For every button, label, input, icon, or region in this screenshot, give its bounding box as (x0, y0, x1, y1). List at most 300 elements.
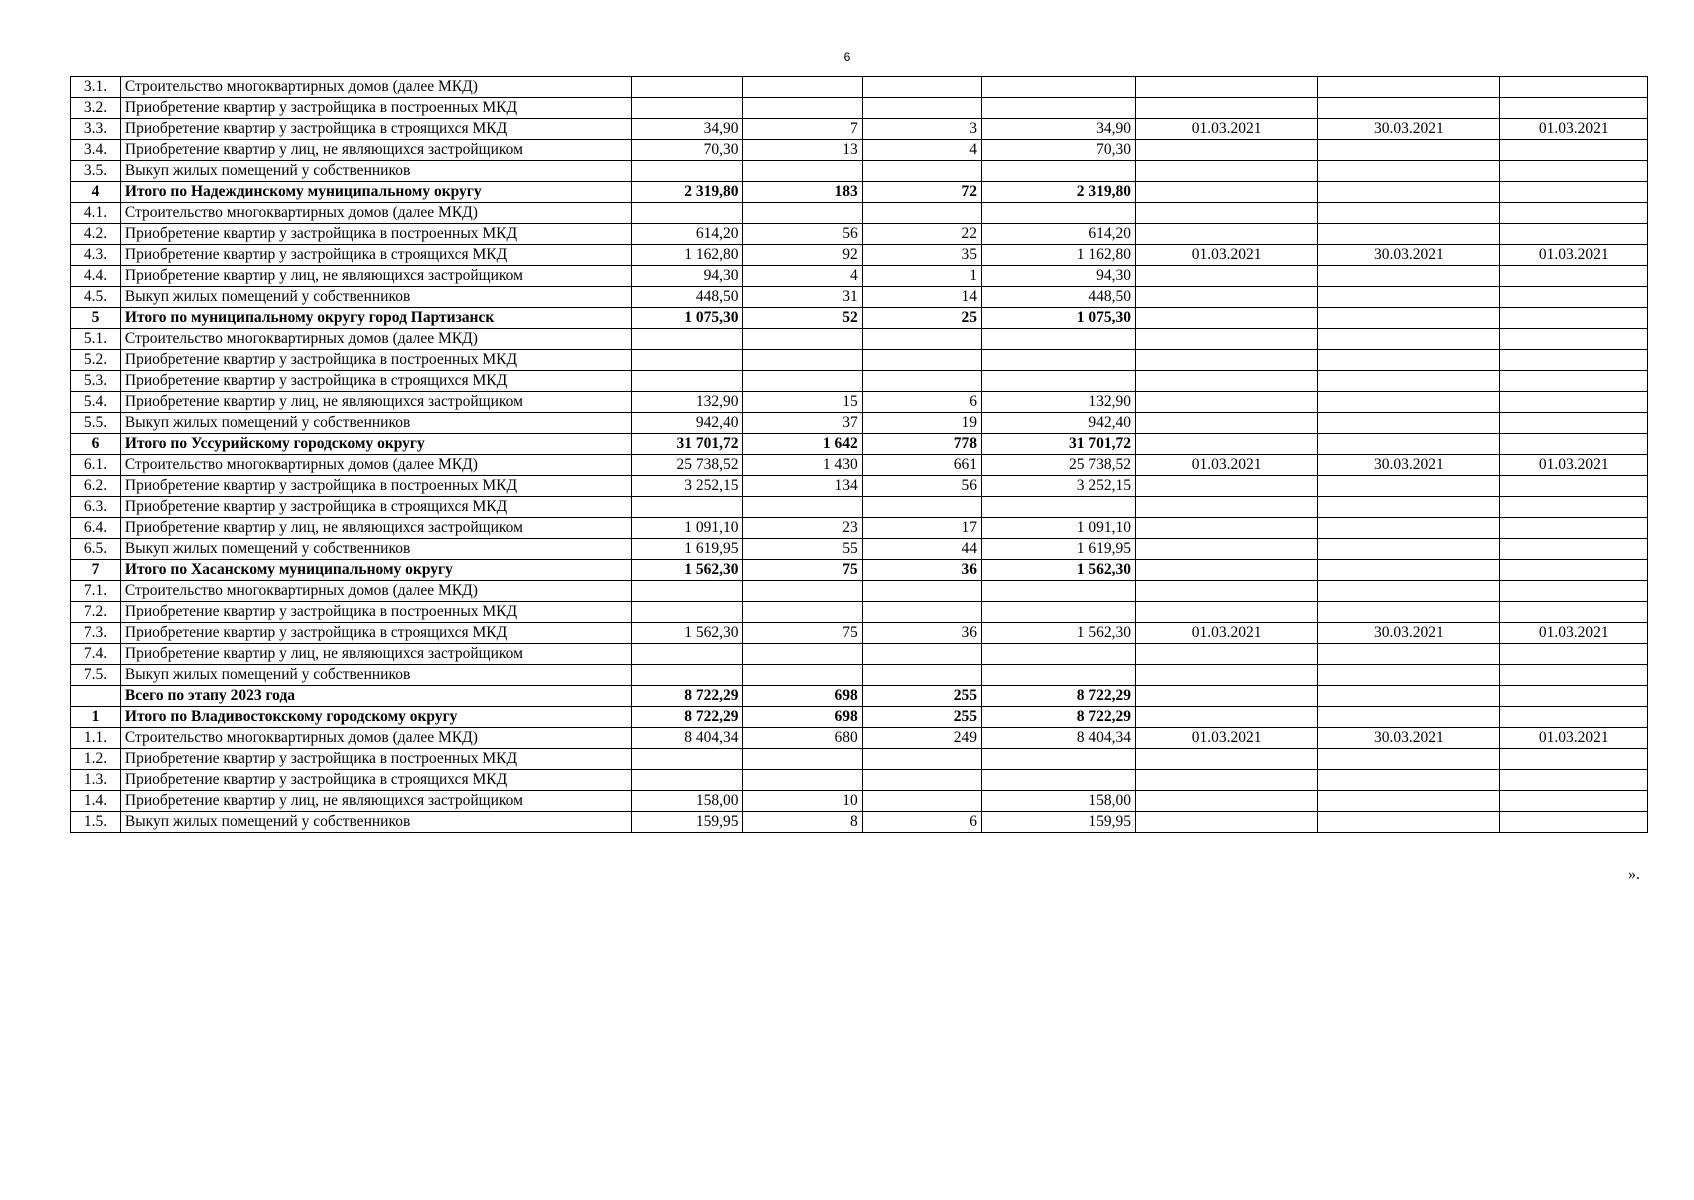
date-cell-2 (1318, 539, 1500, 560)
row-name-cell: Выкуп жилых помещений у собственников (120, 161, 631, 182)
date-cell-2 (1318, 182, 1500, 203)
row-name-cell: Приобретение квартир у лиц, не являющихся застройщиком (120, 518, 631, 539)
table-row (71, 245, 1648, 266)
date-cell-1 (1136, 308, 1318, 329)
table-row (71, 413, 1648, 434)
value-cell-4: 448,50 (982, 287, 1136, 308)
value-cell-4 (982, 770, 1136, 791)
value-cell-3 (862, 203, 981, 224)
value-cell-4: 1 562,30 (982, 560, 1136, 581)
table-row (71, 812, 1648, 833)
value-cell-1: 94,30 (631, 266, 743, 287)
date-cell-1 (1136, 392, 1318, 413)
value-cell-2: 13 (743, 140, 862, 161)
row-name-cell: Итого по Уссурийскому городскому округу (120, 434, 631, 455)
value-cell-4: 3 252,15 (982, 476, 1136, 497)
date-cell-1 (1136, 224, 1318, 245)
value-cell-4 (982, 665, 1136, 686)
value-cell-2: 698 (743, 707, 862, 728)
value-cell-4: 34,90 (982, 119, 1136, 140)
value-cell-2 (743, 665, 862, 686)
table-row (71, 581, 1648, 602)
date-cell-2 (1318, 350, 1500, 371)
row-name-cell: Строительство многоквартирных домов (далее МКД) (120, 728, 631, 749)
row-name-cell: Приобретение квартир у застройщика в построенных МКД (120, 476, 631, 497)
row-number-cell: 4.5. (71, 287, 121, 308)
value-cell-3 (862, 371, 981, 392)
value-cell-1 (631, 161, 743, 182)
row-number-cell: 1.4. (71, 791, 121, 812)
value-cell-4: 8 722,29 (982, 686, 1136, 707)
value-cell-3: 19 (862, 413, 981, 434)
row-name-cell: Выкуп жилых помещений у собственников (120, 413, 631, 434)
value-cell-4 (982, 749, 1136, 770)
value-cell-1: 31 701,72 (631, 434, 743, 455)
row-number-cell: 4.4. (71, 266, 121, 287)
date-cell-2: 30.03.2021 (1318, 245, 1500, 266)
date-cell-1: 01.03.2021 (1136, 728, 1318, 749)
value-cell-1 (631, 581, 743, 602)
row-number-cell: 1.3. (71, 770, 121, 791)
value-cell-3 (862, 791, 981, 812)
date-cell-3: 01.03.2021 (1500, 623, 1648, 644)
value-cell-2: 75 (743, 623, 862, 644)
value-cell-1 (631, 644, 743, 665)
row-name-cell: Приобретение квартир у застройщика в построенных МКД (120, 602, 631, 623)
value-cell-2: 56 (743, 224, 862, 245)
date-cell-2 (1318, 602, 1500, 623)
value-cell-3: 56 (862, 476, 981, 497)
date-cell-1 (1136, 770, 1318, 791)
value-cell-3 (862, 98, 981, 119)
date-cell-1: 01.03.2021 (1136, 623, 1318, 644)
table-row (71, 497, 1648, 518)
value-cell-1 (631, 329, 743, 350)
row-number-cell: 6.2. (71, 476, 121, 497)
value-cell-2: 7 (743, 119, 862, 140)
date-cell-1 (1136, 203, 1318, 224)
row-number-cell: 1 (71, 707, 121, 728)
date-cell-1 (1136, 266, 1318, 287)
table-row (71, 392, 1648, 413)
value-cell-4 (982, 644, 1136, 665)
value-cell-4 (982, 602, 1136, 623)
row-name-cell: Строительство многоквартирных домов (далее МКД) (120, 455, 631, 476)
row-number-cell: 6.4. (71, 518, 121, 539)
date-cell-3 (1500, 140, 1648, 161)
date-cell-3 (1500, 749, 1648, 770)
table-row (71, 770, 1648, 791)
date-cell-2 (1318, 77, 1500, 98)
date-cell-1 (1136, 140, 1318, 161)
value-cell-2 (743, 329, 862, 350)
row-number-cell: 1.2. (71, 749, 121, 770)
value-cell-2: 92 (743, 245, 862, 266)
row-number-cell: 5.2. (71, 350, 121, 371)
row-number-cell: 7.4. (71, 644, 121, 665)
table-row (71, 140, 1648, 161)
value-cell-3 (862, 77, 981, 98)
date-cell-1 (1136, 98, 1318, 119)
date-cell-1 (1136, 329, 1318, 350)
value-cell-1 (631, 203, 743, 224)
table-total-row (71, 707, 1648, 728)
value-cell-3 (862, 770, 981, 791)
value-cell-4: 1 562,30 (982, 623, 1136, 644)
table-row (71, 623, 1648, 644)
date-cell-1 (1136, 644, 1318, 665)
date-cell-3 (1500, 518, 1648, 539)
table-row (71, 644, 1648, 665)
date-cell-2 (1318, 791, 1500, 812)
date-cell-1: 01.03.2021 (1136, 455, 1318, 476)
value-cell-4: 1 162,80 (982, 245, 1136, 266)
row-number-cell: 3.2. (71, 98, 121, 119)
value-cell-1: 8 722,29 (631, 707, 743, 728)
date-cell-3 (1500, 371, 1648, 392)
value-cell-3: 44 (862, 539, 981, 560)
value-cell-3 (862, 644, 981, 665)
table-row (71, 455, 1648, 476)
date-cell-3 (1500, 770, 1648, 791)
date-cell-2 (1318, 329, 1500, 350)
value-cell-2: 37 (743, 413, 862, 434)
date-cell-2 (1318, 644, 1500, 665)
table-row (71, 350, 1648, 371)
date-cell-1 (1136, 791, 1318, 812)
row-number-cell: 7.5. (71, 665, 121, 686)
date-cell-3: 01.03.2021 (1500, 245, 1648, 266)
row-number-cell: 3.3. (71, 119, 121, 140)
date-cell-2 (1318, 812, 1500, 833)
value-cell-2 (743, 350, 862, 371)
table-total-row (71, 686, 1648, 707)
date-cell-1 (1136, 161, 1318, 182)
date-cell-2: 30.03.2021 (1318, 728, 1500, 749)
date-cell-2 (1318, 287, 1500, 308)
row-number-cell: 5.1. (71, 329, 121, 350)
date-cell-1 (1136, 371, 1318, 392)
date-cell-3 (1500, 224, 1648, 245)
row-name-cell: Приобретение квартир у застройщика в построенных МКД (120, 749, 631, 770)
table-row (71, 266, 1648, 287)
date-cell-3 (1500, 560, 1648, 581)
date-cell-3 (1500, 287, 1648, 308)
value-cell-1: 2 319,80 (631, 182, 743, 203)
value-cell-1: 158,00 (631, 791, 743, 812)
table-row (71, 77, 1648, 98)
value-cell-4: 8 404,34 (982, 728, 1136, 749)
date-cell-2 (1318, 497, 1500, 518)
row-number-cell: 4.3. (71, 245, 121, 266)
row-number-cell: 1.5. (71, 812, 121, 833)
program-table (70, 76, 1648, 833)
value-cell-2: 134 (743, 476, 862, 497)
row-number-cell: 7.3. (71, 623, 121, 644)
date-cell-2 (1318, 224, 1500, 245)
value-cell-4 (982, 203, 1136, 224)
table-row (71, 224, 1648, 245)
date-cell-2 (1318, 203, 1500, 224)
value-cell-2: 680 (743, 728, 862, 749)
value-cell-1: 1 562,30 (631, 623, 743, 644)
row-number-cell: 5.4. (71, 392, 121, 413)
date-cell-1 (1136, 665, 1318, 686)
value-cell-3 (862, 161, 981, 182)
value-cell-3: 36 (862, 560, 981, 581)
value-cell-2: 4 (743, 266, 862, 287)
value-cell-4: 614,20 (982, 224, 1136, 245)
value-cell-2: 8 (743, 812, 862, 833)
date-cell-1 (1136, 539, 1318, 560)
value-cell-3: 661 (862, 455, 981, 476)
row-number-cell: 7.2. (71, 602, 121, 623)
date-cell-2 (1318, 749, 1500, 770)
value-cell-3: 72 (862, 182, 981, 203)
date-cell-1 (1136, 77, 1318, 98)
date-cell-1 (1136, 413, 1318, 434)
value-cell-2 (743, 98, 862, 119)
row-name-cell: Приобретение квартир у застройщика в строящихся МКД (120, 371, 631, 392)
row-name-cell: Строительство многоквартирных домов (далее МКД) (120, 203, 631, 224)
value-cell-2 (743, 581, 862, 602)
value-cell-4 (982, 329, 1136, 350)
value-cell-3: 17 (862, 518, 981, 539)
table-row (71, 665, 1648, 686)
date-cell-3 (1500, 98, 1648, 119)
date-cell-1 (1136, 686, 1318, 707)
date-cell-3 (1500, 791, 1648, 812)
value-cell-1: 1 091,10 (631, 518, 743, 539)
date-cell-1 (1136, 434, 1318, 455)
row-name-cell: Строительство многоквартирных домов (далее МКД) (120, 329, 631, 350)
date-cell-1 (1136, 749, 1318, 770)
date-cell-3: 01.03.2021 (1500, 728, 1648, 749)
page-number: 6 (843, 50, 851, 64)
value-cell-2 (743, 749, 862, 770)
table-row (71, 203, 1648, 224)
table-total-row (71, 308, 1648, 329)
value-cell-4 (982, 161, 1136, 182)
date-cell-3 (1500, 182, 1648, 203)
row-name-cell: Строительство многоквартирных домов (далее МКД) (120, 581, 631, 602)
date-cell-2 (1318, 686, 1500, 707)
table-row (71, 329, 1648, 350)
date-cell-3 (1500, 581, 1648, 602)
value-cell-4: 25 738,52 (982, 455, 1136, 476)
table-total-row (71, 182, 1648, 203)
table-row (71, 161, 1648, 182)
value-cell-1: 34,90 (631, 119, 743, 140)
row-name-cell: Выкуп жилых помещений у собственников (120, 539, 631, 560)
date-cell-3 (1500, 665, 1648, 686)
row-name-cell: Приобретение квартир у застройщика в строящихся МКД (120, 770, 631, 791)
date-cell-3 (1500, 539, 1648, 560)
date-cell-1 (1136, 602, 1318, 623)
value-cell-3: 6 (862, 392, 981, 413)
date-cell-1 (1136, 812, 1318, 833)
row-name-cell: Приобретение квартир у лиц, не являющихся застройщиком (120, 266, 631, 287)
value-cell-4: 158,00 (982, 791, 1136, 812)
date-cell-3 (1500, 392, 1648, 413)
value-cell-1 (631, 665, 743, 686)
value-cell-2 (743, 644, 862, 665)
date-cell-3 (1500, 266, 1648, 287)
row-number-cell: 3.5. (71, 161, 121, 182)
value-cell-1: 8 722,29 (631, 686, 743, 707)
row-number-cell: 6.3. (71, 497, 121, 518)
value-cell-4: 1 091,10 (982, 518, 1136, 539)
row-number-cell: 4.1. (71, 203, 121, 224)
row-name-cell: Приобретение квартир у лиц, не являющихся застройщиком (120, 140, 631, 161)
row-number-cell: 4 (71, 182, 121, 203)
value-cell-1 (631, 98, 743, 119)
date-cell-2 (1318, 476, 1500, 497)
value-cell-4 (982, 581, 1136, 602)
row-number-cell: 1.1. (71, 728, 121, 749)
date-cell-2: 30.03.2021 (1318, 455, 1500, 476)
date-cell-2 (1318, 371, 1500, 392)
value-cell-1: 3 252,15 (631, 476, 743, 497)
date-cell-3: 01.03.2021 (1500, 119, 1648, 140)
value-cell-1 (631, 77, 743, 98)
value-cell-1 (631, 749, 743, 770)
value-cell-4: 1 075,30 (982, 308, 1136, 329)
row-name-cell: Приобретение квартир у лиц, не являющихся застройщиком (120, 644, 631, 665)
value-cell-1: 159,95 (631, 812, 743, 833)
row-number-cell: 5 (71, 308, 121, 329)
value-cell-3: 14 (862, 287, 981, 308)
row-number-cell: 5.5. (71, 413, 121, 434)
value-cell-3: 255 (862, 686, 981, 707)
closing-quote-mark: ». (1628, 866, 1640, 883)
value-cell-1 (631, 602, 743, 623)
date-cell-3 (1500, 161, 1648, 182)
value-cell-2: 52 (743, 308, 862, 329)
table-row (71, 539, 1648, 560)
value-cell-1: 8 404,34 (631, 728, 743, 749)
value-cell-3 (862, 602, 981, 623)
date-cell-2 (1318, 560, 1500, 581)
date-cell-3 (1500, 203, 1648, 224)
row-name-cell: Приобретение квартир у застройщика в построенных МКД (120, 224, 631, 245)
value-cell-1 (631, 350, 743, 371)
row-name-cell: Приобретение квартир у застройщика в построенных МКД (120, 350, 631, 371)
value-cell-2 (743, 497, 862, 518)
value-cell-4: 2 319,80 (982, 182, 1136, 203)
value-cell-2: 1 642 (743, 434, 862, 455)
value-cell-2: 23 (743, 518, 862, 539)
value-cell-2 (743, 77, 862, 98)
date-cell-3 (1500, 644, 1648, 665)
value-cell-4 (982, 497, 1136, 518)
date-cell-2 (1318, 665, 1500, 686)
value-cell-2: 1 430 (743, 455, 862, 476)
row-name-cell: Итого по Хасанскому муниципальному округу (120, 560, 631, 581)
row-name-cell: Итого по Владивостокскому городскому округу (120, 707, 631, 728)
value-cell-1: 70,30 (631, 140, 743, 161)
row-number-cell: 5.3. (71, 371, 121, 392)
row-name-cell: Выкуп жилых помещений у собственников (120, 287, 631, 308)
table-row (71, 791, 1648, 812)
value-cell-4: 1 619,95 (982, 539, 1136, 560)
row-name-cell: Приобретение квартир у застройщика в строящихся МКД (120, 623, 631, 644)
value-cell-3: 3 (862, 119, 981, 140)
value-cell-3: 35 (862, 245, 981, 266)
row-name-cell: Строительство многоквартирных домов (далее МКД) (120, 77, 631, 98)
table-row (71, 287, 1648, 308)
date-cell-2: 30.03.2021 (1318, 623, 1500, 644)
table-row (71, 476, 1648, 497)
date-cell-3 (1500, 308, 1648, 329)
value-cell-3: 249 (862, 728, 981, 749)
row-name-cell: Итого по Надеждинскому муниципальному округу (120, 182, 631, 203)
value-cell-3 (862, 329, 981, 350)
date-cell-2 (1318, 413, 1500, 434)
date-cell-2 (1318, 707, 1500, 728)
value-cell-3: 255 (862, 707, 981, 728)
row-name-cell: Приобретение квартир у лиц, не являющихся застройщиком (120, 392, 631, 413)
table-row (71, 371, 1648, 392)
row-name-cell: Приобретение квартир у застройщика в строящихся МКД (120, 119, 631, 140)
value-cell-3: 4 (862, 140, 981, 161)
value-cell-2: 31 (743, 287, 862, 308)
row-number-cell: 7 (71, 560, 121, 581)
value-cell-1 (631, 770, 743, 791)
value-cell-2 (743, 203, 862, 224)
date-cell-1 (1136, 497, 1318, 518)
value-cell-4: 70,30 (982, 140, 1136, 161)
date-cell-2 (1318, 308, 1500, 329)
date-cell-2 (1318, 581, 1500, 602)
value-cell-3 (862, 749, 981, 770)
table-row (71, 98, 1648, 119)
value-cell-3: 778 (862, 434, 981, 455)
date-cell-1 (1136, 581, 1318, 602)
date-cell-1 (1136, 707, 1318, 728)
value-cell-2: 698 (743, 686, 862, 707)
value-cell-4: 8 722,29 (982, 707, 1136, 728)
row-name-cell: Выкуп жилых помещений у собственников (120, 665, 631, 686)
value-cell-3 (862, 665, 981, 686)
value-cell-4 (982, 371, 1136, 392)
value-cell-4: 942,40 (982, 413, 1136, 434)
value-cell-3: 36 (862, 623, 981, 644)
date-cell-3 (1500, 686, 1648, 707)
value-cell-1 (631, 371, 743, 392)
value-cell-2: 15 (743, 392, 862, 413)
date-cell-2 (1318, 140, 1500, 161)
row-name-cell: Итого по муниципальному округу город Партизанск (120, 308, 631, 329)
value-cell-4: 132,90 (982, 392, 1136, 413)
date-cell-3 (1500, 707, 1648, 728)
date-cell-1 (1136, 350, 1318, 371)
row-name-cell: Приобретение квартир у лиц, не являющихся застройщиком (120, 791, 631, 812)
value-cell-1: 942,40 (631, 413, 743, 434)
row-name-cell: Приобретение квартир у застройщика в построенных МКД (120, 98, 631, 119)
row-number-cell: 6.1. (71, 455, 121, 476)
value-cell-3: 1 (862, 266, 981, 287)
value-cell-3: 6 (862, 812, 981, 833)
value-cell-2 (743, 602, 862, 623)
date-cell-3 (1500, 350, 1648, 371)
value-cell-2: 55 (743, 539, 862, 560)
value-cell-4: 94,30 (982, 266, 1136, 287)
table-row (71, 749, 1648, 770)
value-cell-1: 25 738,52 (631, 455, 743, 476)
table-row (71, 518, 1648, 539)
date-cell-2 (1318, 770, 1500, 791)
